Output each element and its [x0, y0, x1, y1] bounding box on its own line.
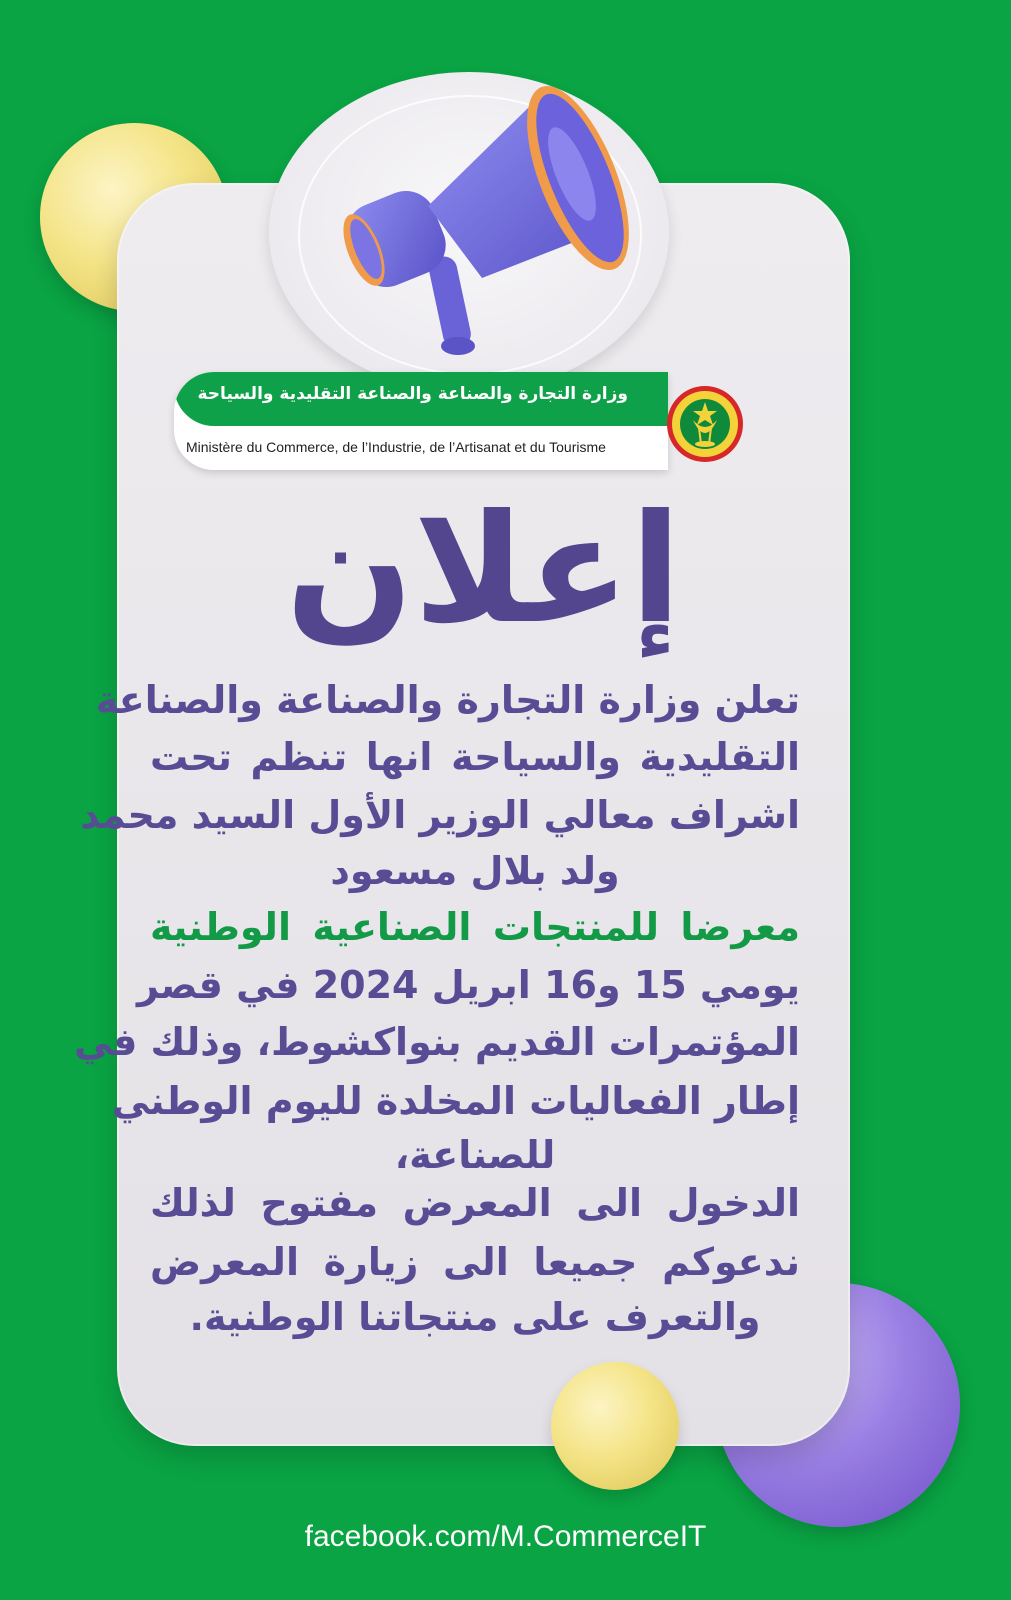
body-line-11: ندعوكم جميعا الى زيارة المعرض: [150, 1240, 800, 1284]
ministry-banner: [174, 372, 668, 470]
facebook-link[interactable]: facebook.com/M.CommerceIT: [304, 1520, 707, 1553]
date-line: يومي 15 و16 ابريل 2024 في قصر: [136, 963, 800, 1007]
body-line-12: والتعرف على منتجاتنا الوطنية.: [189, 1295, 761, 1339]
ministry-name-arabic: وزارة التجارة والصناعة والصناعة التقليدية والسياحة: [197, 384, 628, 404]
body-line-7: المؤتمرات القديم بنواكشوط، وذلك في: [74, 1020, 800, 1064]
body-line-10: الدخول الى المعرض مفتوح لذلك: [150, 1181, 800, 1225]
body-line-3: اشراف معالي الوزير الأول السيد محمد: [80, 793, 800, 837]
ministry-name-french: Ministère du Commerce, de l’Industrie, de l’Artisanat et du Tourisme: [186, 439, 606, 455]
body-line-8: إطار الفعاليات المخلدة لليوم الوطني: [111, 1079, 800, 1123]
mauritania-emblem-icon: [666, 376, 744, 472]
body-line-1: تعلن وزارة التجارة والصناعة والصناعة: [95, 678, 800, 722]
megaphone-icon: [340, 78, 630, 368]
exhibition-highlight-line: معرضا للمنتجات الصناعية الوطنية: [150, 905, 800, 949]
banner-green-strip: [174, 372, 668, 426]
body-line-4: ولد بلال مسعود: [330, 849, 620, 893]
decorative-yellow-sphere-small: [551, 1362, 679, 1490]
announcement-title: إعلان: [285, 483, 682, 657]
body-line-9: للصناعة،: [394, 1133, 556, 1177]
body-line-2: التقليدية والسياحة انها تنظم تحت: [150, 735, 800, 779]
